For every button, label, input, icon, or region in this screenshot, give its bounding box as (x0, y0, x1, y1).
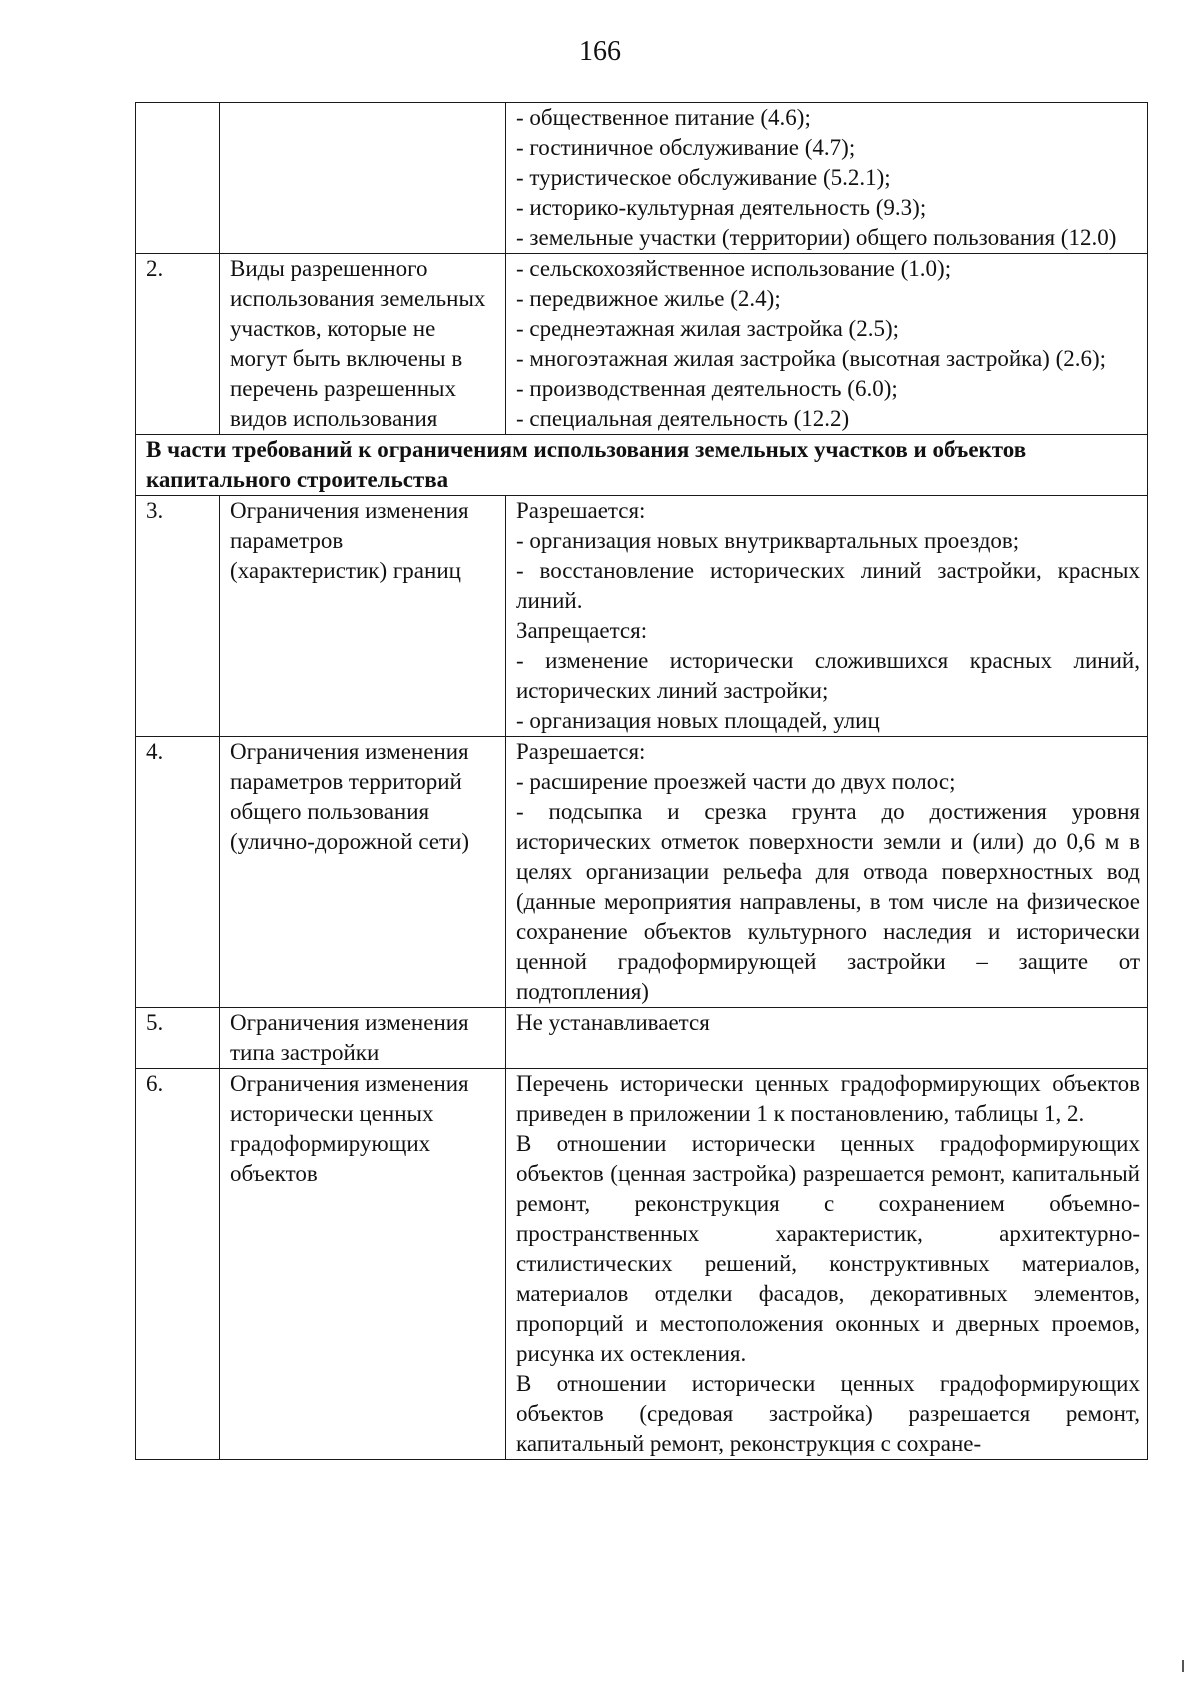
list-item: - среднеэтажная жилая застройка (2.5); (516, 316, 899, 341)
list-item: - историко-культурная деятельность (9.3); (516, 195, 927, 220)
list-item: - гостиничное обслуживание (4.7); (516, 135, 856, 160)
restrictions-table (135, 102, 1148, 1460)
scan-mark (1182, 1660, 1184, 1672)
list-item: - расширение проезжей части до двух полос; (516, 769, 956, 794)
list-item: - организация новых площадей, улиц (516, 708, 880, 733)
list-item: Запрещается: (516, 618, 648, 643)
row-number: 3. (136, 496, 220, 737)
list-item: - общественное питание (4.6); (516, 105, 811, 130)
section-header: В части требований к ограничениям использования земельных участков и объектов капитального строительства (136, 435, 1148, 496)
row-content (506, 103, 1148, 254)
list-item: - организация новых внутриквартальных проездов; (516, 528, 1020, 553)
list-item: - восстановление исторических линий застройки, красных линий. (516, 558, 1140, 613)
list-item: Разрешается: (516, 739, 646, 764)
table-row (136, 496, 1148, 737)
section-header-row (136, 435, 1148, 496)
row-description: Виды разрешенного использования земельных участков, которые не могут быть включены в перечень разрешенных видов использования (220, 254, 506, 435)
paragraph: В отношении исторически ценных градоформирующих объектов (средовая застройка) разрешается ремонт, капитальный ремонт, реконструкция с сохране- (516, 1371, 1140, 1456)
row-number: 4. (136, 737, 220, 1008)
table-row (136, 737, 1148, 1008)
row-content (506, 254, 1148, 435)
row-description (220, 103, 506, 254)
table-row (136, 1008, 1148, 1069)
row-description: Ограничения изменения параметров (характеристик) границ (220, 496, 506, 737)
list-item: Разрешается: (516, 498, 646, 523)
list-item: - сельскохозяйственное использование (1.0); (516, 256, 952, 281)
page-number: 166 (579, 36, 621, 67)
row-description: Ограничения изменения типа застройки (220, 1008, 506, 1069)
list-item: - туристическое обслуживание (5.2.1); (516, 165, 891, 190)
row-number (136, 103, 220, 254)
row-number: 5. (136, 1008, 220, 1069)
paragraph: В отношении исторически ценных градоформирующих объектов (ценная застройка) разрешается ремонт, капитальный ремонт, реконструкция с сохранением объемно-пространственных характеристик, архитектурно-стилистических решений, конструктивных материалов, материалов отделки фасадов, декоративных элементов, пропорций и местоположения оконных и дверных проемов, рисунка их остекления. (516, 1131, 1140, 1366)
list-item: - производственная деятельность (6.0); (516, 376, 898, 401)
row-description: Ограничения изменения параметров территорий общего пользования (улично-дорожной сети) (220, 737, 506, 1008)
list-item: - изменение исторически сложившихся красных линий, исторических линий застройки; (516, 648, 1140, 703)
list-item: - земельные участки (территории) общего пользования (12.0) (516, 225, 1117, 250)
list-item: - специальная деятельность (12.2) (516, 406, 850, 431)
list-item: - многоэтажная жилая застройка (высотная застройка) (2.6); (516, 346, 1107, 371)
list-item: - подсыпка и срезка грунта до достижения уровня исторических отметок поверхности земли и (или) до 0,6 м в целях организации рельефа для отвода поверхностных вод (данные мероприятия направлены, в том числе на физическое сохранение объектов культурного наследия и исторически ценной градоформирующей застройки – защите от подтопления) (516, 799, 1140, 1004)
paragraph: Перечень исторически ценных градоформирующих объектов приведен в приложении 1 к постановлению, таблицы 1, 2. (516, 1071, 1140, 1126)
list-item: Не устанавливается (516, 1010, 710, 1035)
row-description: Ограничения изменения исторически ценных градоформирующих объектов (220, 1069, 506, 1460)
table-row (136, 254, 1148, 435)
table-row (136, 103, 1148, 254)
table-row (136, 1069, 1148, 1460)
row-content (506, 737, 1148, 1008)
row-number: 6. (136, 1069, 220, 1460)
list-item: - передвижное жилье (2.4); (516, 286, 781, 311)
row-content (506, 1069, 1148, 1460)
row-content (506, 1008, 1148, 1069)
row-content (506, 496, 1148, 737)
row-number: 2. (136, 254, 220, 435)
